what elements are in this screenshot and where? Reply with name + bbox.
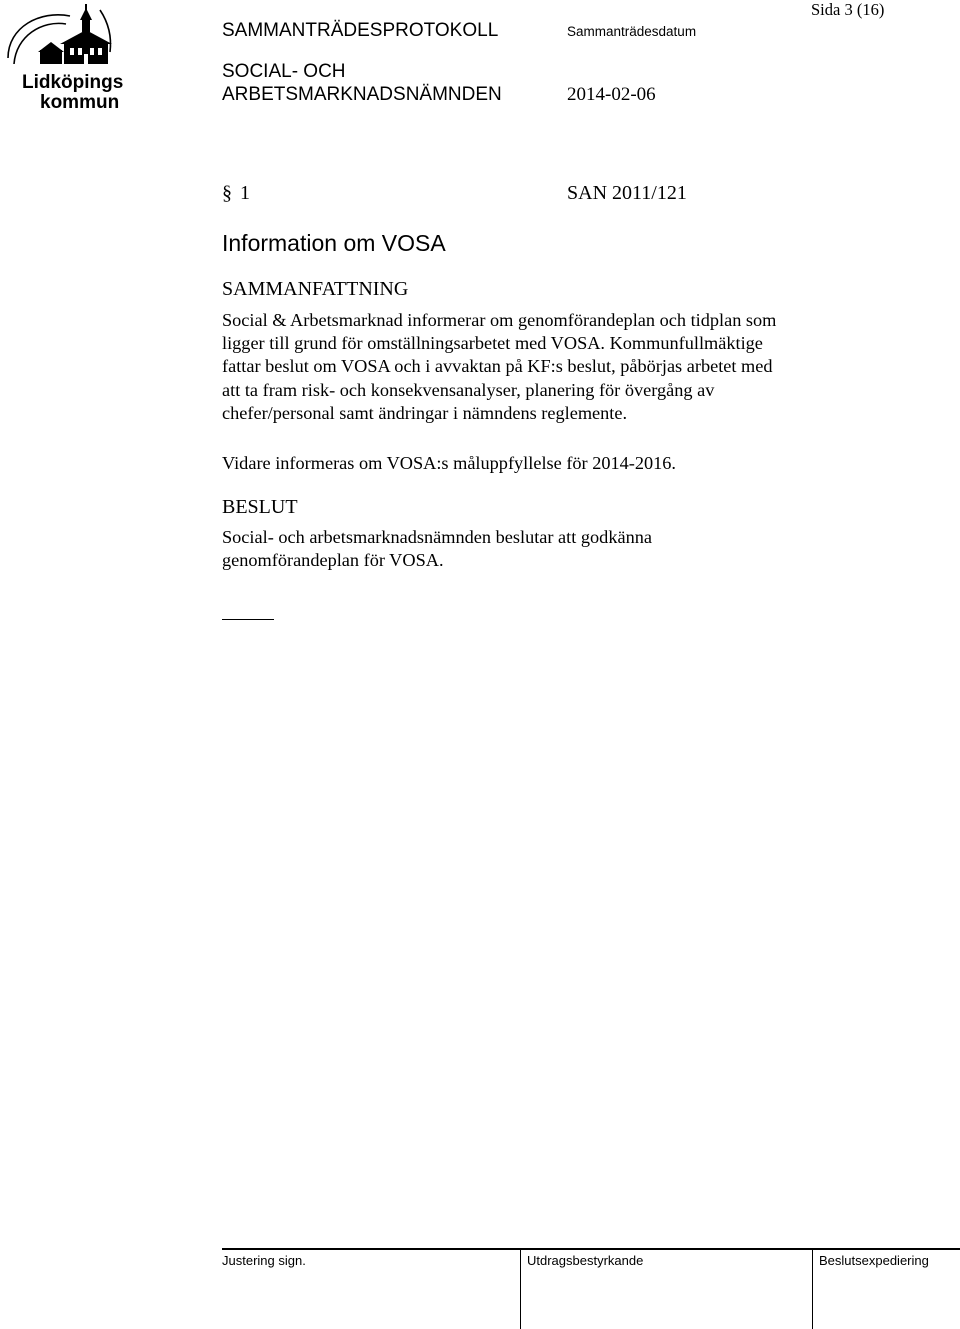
decision-text [222,526,872,572]
meeting-date: 2014-02-06 [567,84,656,105]
summary-followup [222,452,872,475]
summary-line: chefer/personal samt ändringar i nämndens reglemente. [222,402,628,423]
page-number: Sida 3 (16) [811,0,885,19]
footer-divider [520,1248,521,1329]
board-name-line2: ARBETSMARKNADSNÄMNDEN [222,84,502,105]
summary-line: fattar beslut om VOSA och i avvaktan på KF:s beslut, påbörjas arbetet med [222,356,773,377]
board-name-line1: SOCIAL- OCH [222,61,346,82]
svg-text:Lidköpings: Lidköpings [22,72,124,93]
signature-footer [222,1248,960,1329]
footer-cell-utdragsbestyrkande: Utdragsbestyrkande [527,1253,644,1268]
footer-cell-beslutsexpediering: Beslutsexpediering [819,1253,929,1268]
svg-text:kommun: kommun [40,92,120,112]
closing-rule [222,619,274,620]
summary-line: att ta fram risk- och konsekvensanalyser, planering för övergång av [222,379,715,400]
item-title: Information om VOSA [222,230,446,256]
summary-heading: SAMMANFATTNING [222,278,409,300]
lidkoping-municipality-logo [0,2,125,112]
footer-cell-justering: Justering sign. [222,1253,306,1268]
decision-line: genomförandeplan för VOSA. [222,550,444,571]
case-number: SAN 2011/121 [567,182,687,204]
summary-line: ligger till grund för omställningsarbetet med VOSA. Kommunfullmäktige [222,333,763,354]
summary-line: Social & Arbetsmarknad informerar om genomförandeplan och tidplan som [222,310,777,330]
meeting-date-label: Sammanträdesdatum [567,24,697,39]
summary-text [222,309,872,425]
paragraph-mark: § [222,182,232,204]
decision-heading: BESLUT [222,496,298,518]
footer-divider [812,1248,813,1329]
footer-rule [222,1248,960,1250]
followup-line: Vidare informeras om VOSA:s måluppfyllelse för 2014-2016. [222,453,676,473]
decision-line: Social- och arbetsmarknadsnämnden beslutar att godkänna [222,527,652,547]
paragraph-number: 1 [240,182,250,204]
document-title: SAMMANTRÄDESPROTOKOLL [222,20,499,41]
